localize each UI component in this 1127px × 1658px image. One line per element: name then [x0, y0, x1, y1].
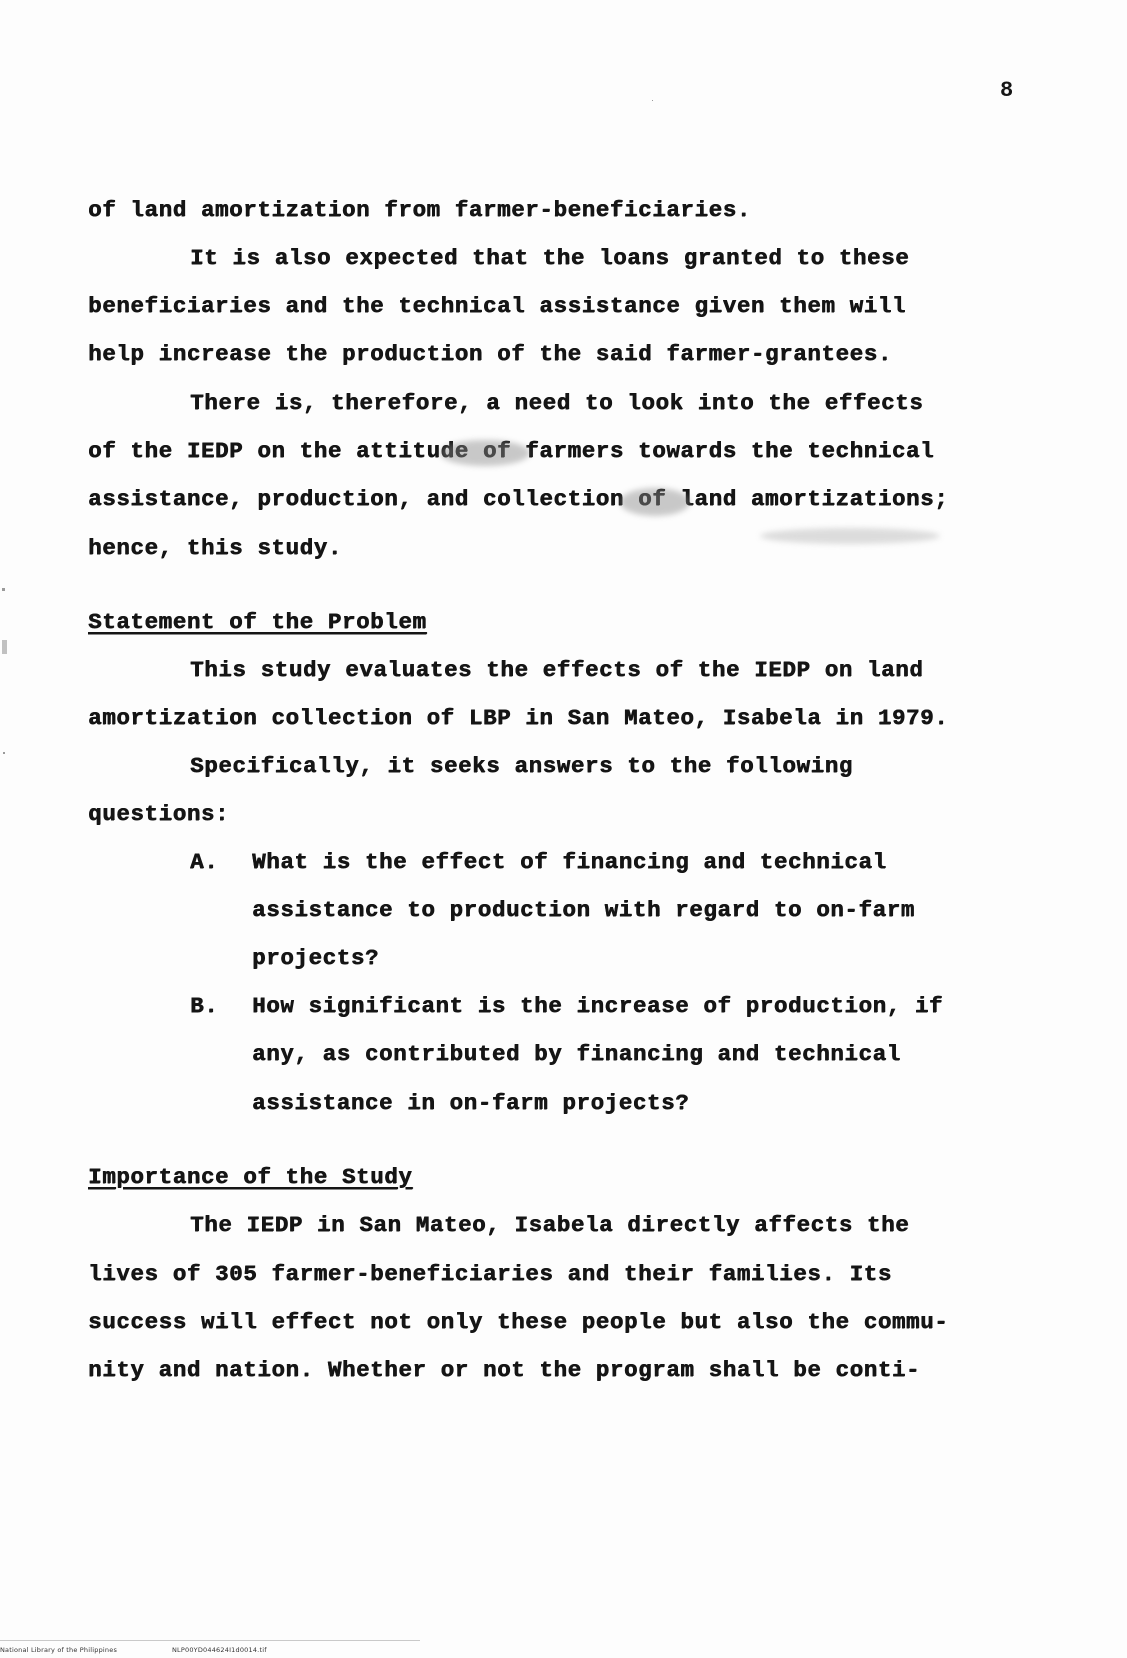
body-line: This study evaluates the effects of the IEDP on land [190, 657, 924, 683]
page-number: 8 [1000, 78, 1014, 103]
section-heading: Importance of the Study [88, 1164, 413, 1190]
list-item-line: any, as contributed by financing and technical [252, 1041, 901, 1067]
list-item-line: projects? [252, 945, 379, 971]
ink-smudge [440, 440, 530, 466]
body-line: There is, therefore, a need to look into the effects [190, 390, 924, 416]
ink-smudge [620, 488, 690, 516]
body-line: amortization collection of LBP in San Mateo, Isabela in 1979. [88, 705, 949, 731]
list-marker: B. [190, 993, 219, 1019]
footer-rule [0, 1640, 420, 1641]
list-item-line: assistance in on-farm projects? [252, 1090, 690, 1116]
body-line: beneficiaries and the technical assistance given them will [88, 293, 906, 319]
ink-smudge [760, 528, 940, 544]
list-item-line: What is the effect of financing and technical [252, 849, 887, 875]
list-marker: A. [190, 849, 219, 875]
scan-artifact [2, 640, 7, 654]
section-heading: Statement of the Problem [88, 609, 427, 635]
body-line: help increase the production of the said farmer-grantees. [88, 341, 892, 367]
scan-artifact [652, 100, 653, 101]
scan-artifact [2, 588, 5, 591]
body-line: success will effect not only these people but also the commu- [88, 1309, 949, 1335]
body-line: It is also expected that the loans granted to these [190, 245, 910, 271]
body-line: questions: [88, 801, 230, 827]
body-line: nity and nation. Whether or not the program shall be conti- [88, 1357, 921, 1383]
body-line: of land amortization from farmer-beneficiaries. [88, 197, 751, 223]
body-line: lives of 305 farmer-beneficiaries and their families. Its [88, 1261, 892, 1287]
body-line: Specifically, it seeks answers to the following [190, 753, 853, 779]
scan-artifact [3, 752, 5, 754]
body-line: hence, this study. [88, 535, 342, 561]
list-item-line: How significant is the increase of production, if [252, 993, 944, 1019]
footer-file-id: NLP00YD044624I1d0014.tif [172, 1646, 267, 1654]
list-item-line: assistance to production with regard to on-farm [252, 897, 915, 923]
body-line: The IEDP in San Mateo, Isabela directly affects the [190, 1212, 910, 1238]
body-line: assistance, production, and collection of land amortizations; [88, 486, 949, 512]
body-line: of the IEDP on the attitude of farmers towards the technical [88, 438, 935, 464]
footer-library: National Library of the Philippines [0, 1646, 118, 1654]
